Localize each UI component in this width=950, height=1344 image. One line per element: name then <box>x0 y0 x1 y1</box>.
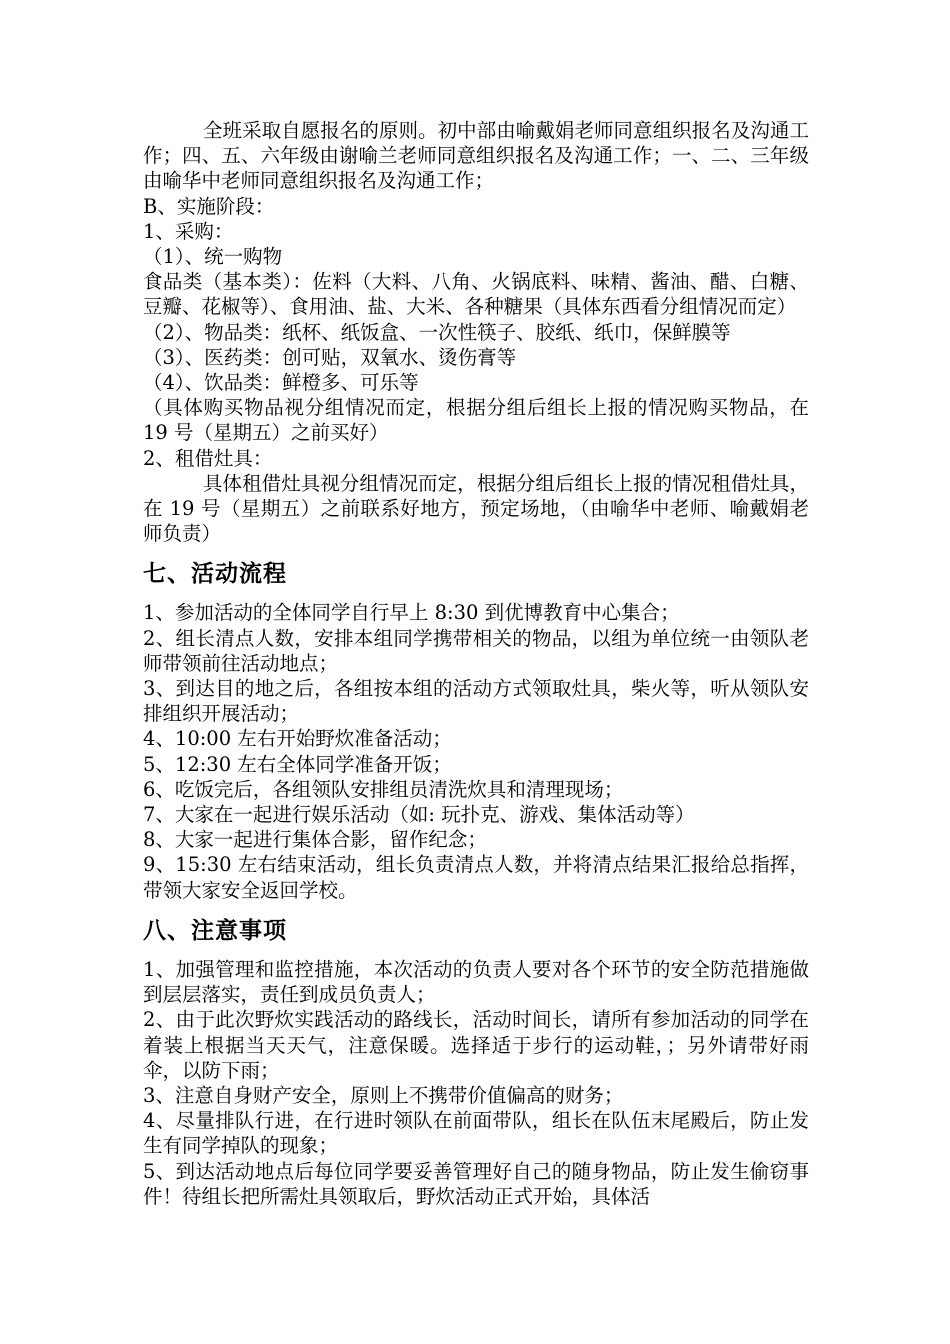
medical-category-line: （3）、医药类：创可贴，双氧水、烫伤膏等 <box>143 345 517 369</box>
purchase-heading: 1、采购： <box>143 219 234 243</box>
rent-detail: 具体租借灶具视分组情况而定，根据分组后组长上报的情况租借灶具，在 19 号（星期五）之前联系好地方，预定场地，（由喻华中老师、喻戴娟老师负责） <box>143 471 809 546</box>
purchase-note: （具体购买物品视分组情况而定，根据分组后组长上报的情况购买物品，在 19 号（星期五）之前买好） <box>143 396 809 445</box>
process-item: 8、大家一起进行集体合影，留作纪念； <box>143 828 487 852</box>
process-item: 6、吃饭完后，各组领队安排组员清洗炊具和清理现场； <box>143 777 624 801</box>
unified-purchase-line: （1）、统一购物 <box>143 245 283 269</box>
stage-heading: B、实施阶段： <box>143 194 275 218</box>
food-category-line: 食品类（基本类）：佐料（大料、八角、火锅底料、味精、酱油、醋、白糖、豆瓣、花椒等）、食用油、盐、大米、各种糖果（具体东西看分组情况而定） <box>143 270 809 319</box>
process-item: 7、大家在一起进行娱乐活动（如: 玩扑克、游戏、集体活动等） <box>143 803 695 827</box>
process-item: 3、到达目的地之后，各组按本组的活动方式领取灶具，柴火等，听从领队安排组织开展活动； <box>143 677 809 726</box>
document-page <box>143 118 809 1209</box>
rent-heading: 2、租借灶具： <box>143 446 273 470</box>
section-8-title: 八、注意事项 <box>143 917 287 944</box>
process-item: 5、12:30 左右全体同学准备开饭； <box>143 752 452 776</box>
drinks-category-line: （4）、饮品类：鲜橙多、可乐等 <box>143 371 419 395</box>
goods-category-line: （2）、物品类：纸杯、纸饭盒、一次性筷子、胶纸、纸巾，保鲜膜等 <box>143 320 731 344</box>
process-item: 2、组长清点人数，安排本组同学携带相关的物品，以组为单位统一由领队老师带领前往活动地点； <box>143 626 809 675</box>
notice-item: 2、由于此次野炊实践活动的路线长，活动时间长，请所有参加活动的同学在着装上根据当天天气，注意保暖。选择适于步行的运动鞋，；另外请带好雨伞，以防下雨； <box>143 1008 809 1082</box>
notice-item: 3、注意自身财产安全，原则上不携带价值偏高的财务； <box>143 1083 624 1107</box>
process-item: 4、10:00 左右开始野炊准备活动； <box>143 727 452 751</box>
section-7-title: 七、活动流程 <box>143 561 287 588</box>
notice-item: 5、到达活动地点后每位同学要妥善管理好自己的随身物品，防止发生偷窃事件！待组长把所需灶具领取后，野炊活动正式开始，具体活 <box>143 1159 809 1208</box>
process-item: 1、参加活动的全体同学自行早上 8:30 到优博教育中心集合； <box>143 601 680 625</box>
intro-paragraph: 全班采取自愿报名的原则。初中部由喻戴娟老师同意组织报名及沟通工作；四、五、六年级由谢喻兰老师同意组织报名及沟通工作；一、二、三年级由喻华中老师同意组织报名及沟通工作； <box>143 119 809 193</box>
process-item: 9、15:30 左右结束活动，组长负责清点人数，并将清点结果汇报给总指挥，带领大家安全返回学校。 <box>143 853 809 902</box>
notice-item: 1、加强管理和监控措施，本次活动的负责人要对各个环节的安全防范措施做到层层落实，责任到成员负责人； <box>143 957 809 1007</box>
notice-item: 4、尽量排队行进，在行进时领队在前面带队，组长在队伍末尾殿后，防止发生有同学掉队的现象； <box>143 1109 809 1158</box>
